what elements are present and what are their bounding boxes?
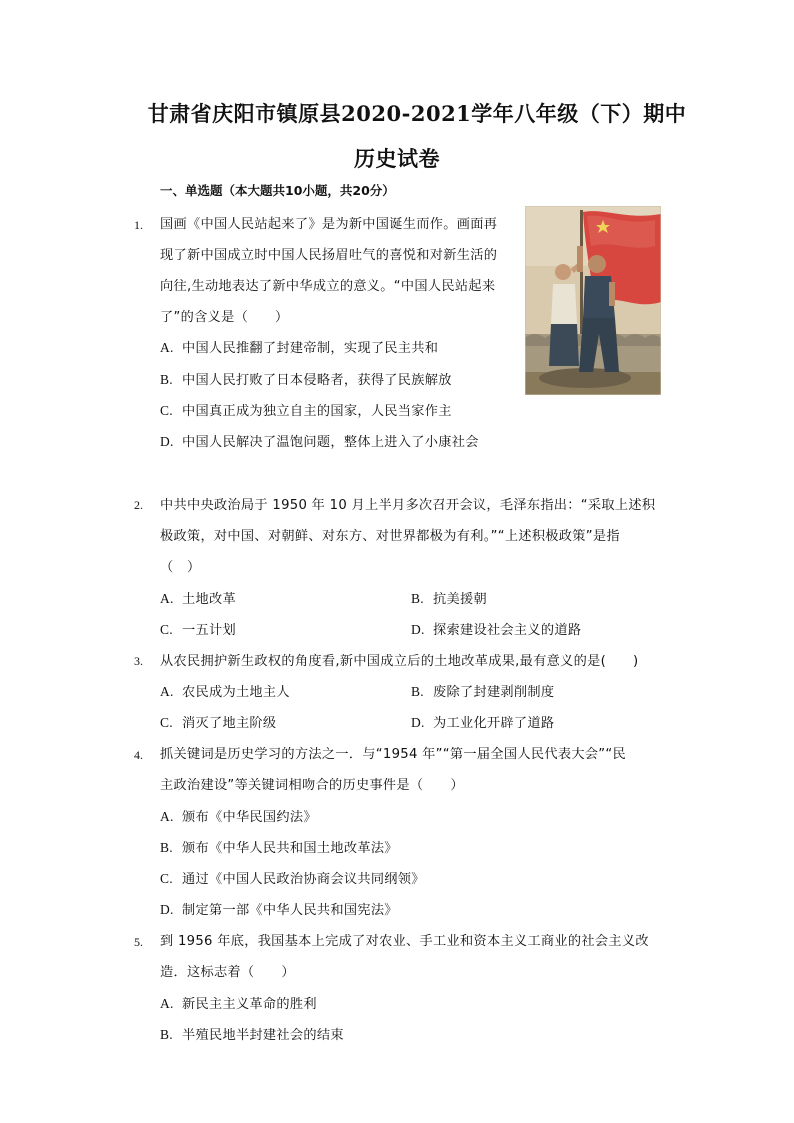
option-d[interactable]: D. 制定第一部《中华人民共和国宪法》 — [160, 902, 398, 918]
question-stem-line: 向往,生动地表达了新中华成立的意义。“中国人民站起来 — [160, 279, 496, 294]
exam-title-line2: 历史试卷 — [354, 146, 440, 171]
option-d[interactable]: D. 中国人民解决了温饱问题，整体上进入了小康社会 — [160, 434, 479, 450]
question-stem-line: 中共中央政治局于 1950 年 10 月上半月多次召开会议，毛泽东指出：“采取上述积 — [160, 498, 656, 513]
question-stem-line: 到 1956 年底，我国基本上完成了对农业、手工业和资本主义工商业的社会主义改 — [160, 934, 649, 949]
section-header: 一、单选题（本大题共10小题，共20分） — [160, 183, 395, 198]
question-stem-line: （ ） — [160, 560, 201, 575]
option-a[interactable]: A. 中国人民推翻了封建帝制，实现了民主共和 — [160, 340, 439, 356]
option-c[interactable]: C. 中国真正成为独立自主的国家，人民当家作主 — [160, 403, 452, 419]
propaganda-painting-image — [525, 206, 661, 395]
exam-title-line1: 甘肃省庆阳市镇原县2020-2021学年八年级（下）期中 — [147, 101, 687, 126]
option-d[interactable]: D. 探索建设社会主义的道路 — [411, 622, 582, 638]
question-stem-line: 了”的含义是（ ） — [160, 310, 289, 325]
question-stem-line: 国画《中国人民站起来了》是为新中国诞生而作。画面再 — [160, 217, 498, 232]
question-stem-line: 造．这标志着（ ） — [160, 965, 295, 980]
option-a[interactable]: A. 颁布《中华民国约法》 — [160, 809, 317, 825]
question-stem-line: 从农民拥护新生政权的角度看,新中国成立后的土地改革成果,最有意义的是( ) — [160, 654, 639, 669]
question-stem-line: 现了新中国成立时中国人民扬眉吐气的喜悦和对新生活的 — [160, 248, 498, 263]
question-number: 3. — [134, 654, 143, 668]
option-d[interactable]: D. 为工业化开辟了道路 — [411, 715, 555, 731]
option-b[interactable]: B. 颁布《中华人民共和国土地改革法》 — [160, 840, 398, 856]
option-a[interactable]: A. 土地改革 — [160, 591, 236, 607]
option-b[interactable]: B. 半殖民地半封建社会的结束 — [160, 1027, 344, 1043]
option-c[interactable]: C. 通过《中国人民政治协商会议共同纲领》 — [160, 871, 425, 887]
question-stem-line: 抓关键词是历史学习的方法之一．与“1954 年”“第一届全国人民代表大会”“民 — [160, 747, 627, 762]
question-stem-line: 极政策，对中国、对朝鲜、对东方、对世界都极为有利。”“上述积极政策”是指 — [160, 529, 620, 544]
question-number: 5. — [134, 935, 143, 949]
question-number: 1. — [134, 218, 143, 232]
option-c[interactable]: C. 消灭了地主阶级 — [160, 715, 277, 731]
option-a[interactable]: A. 农民成为土地主人 — [160, 684, 290, 700]
option-b[interactable]: B. 抗美援朝 — [411, 591, 487, 607]
question-number: 4. — [134, 748, 143, 762]
question-number: 2. — [134, 498, 143, 512]
question-stem-line: 主政治建设”等关键词相吻合的历史事件是（ ） — [160, 778, 464, 793]
option-a[interactable]: A. 新民主主义革命的胜利 — [160, 996, 317, 1012]
option-b[interactable]: B. 废除了封建剥削制度 — [411, 684, 555, 700]
option-c[interactable]: C. 一五计划 — [160, 622, 236, 638]
option-b[interactable]: B. 中国人民打败了日本侵略者，获得了民族解放 — [160, 372, 452, 388]
